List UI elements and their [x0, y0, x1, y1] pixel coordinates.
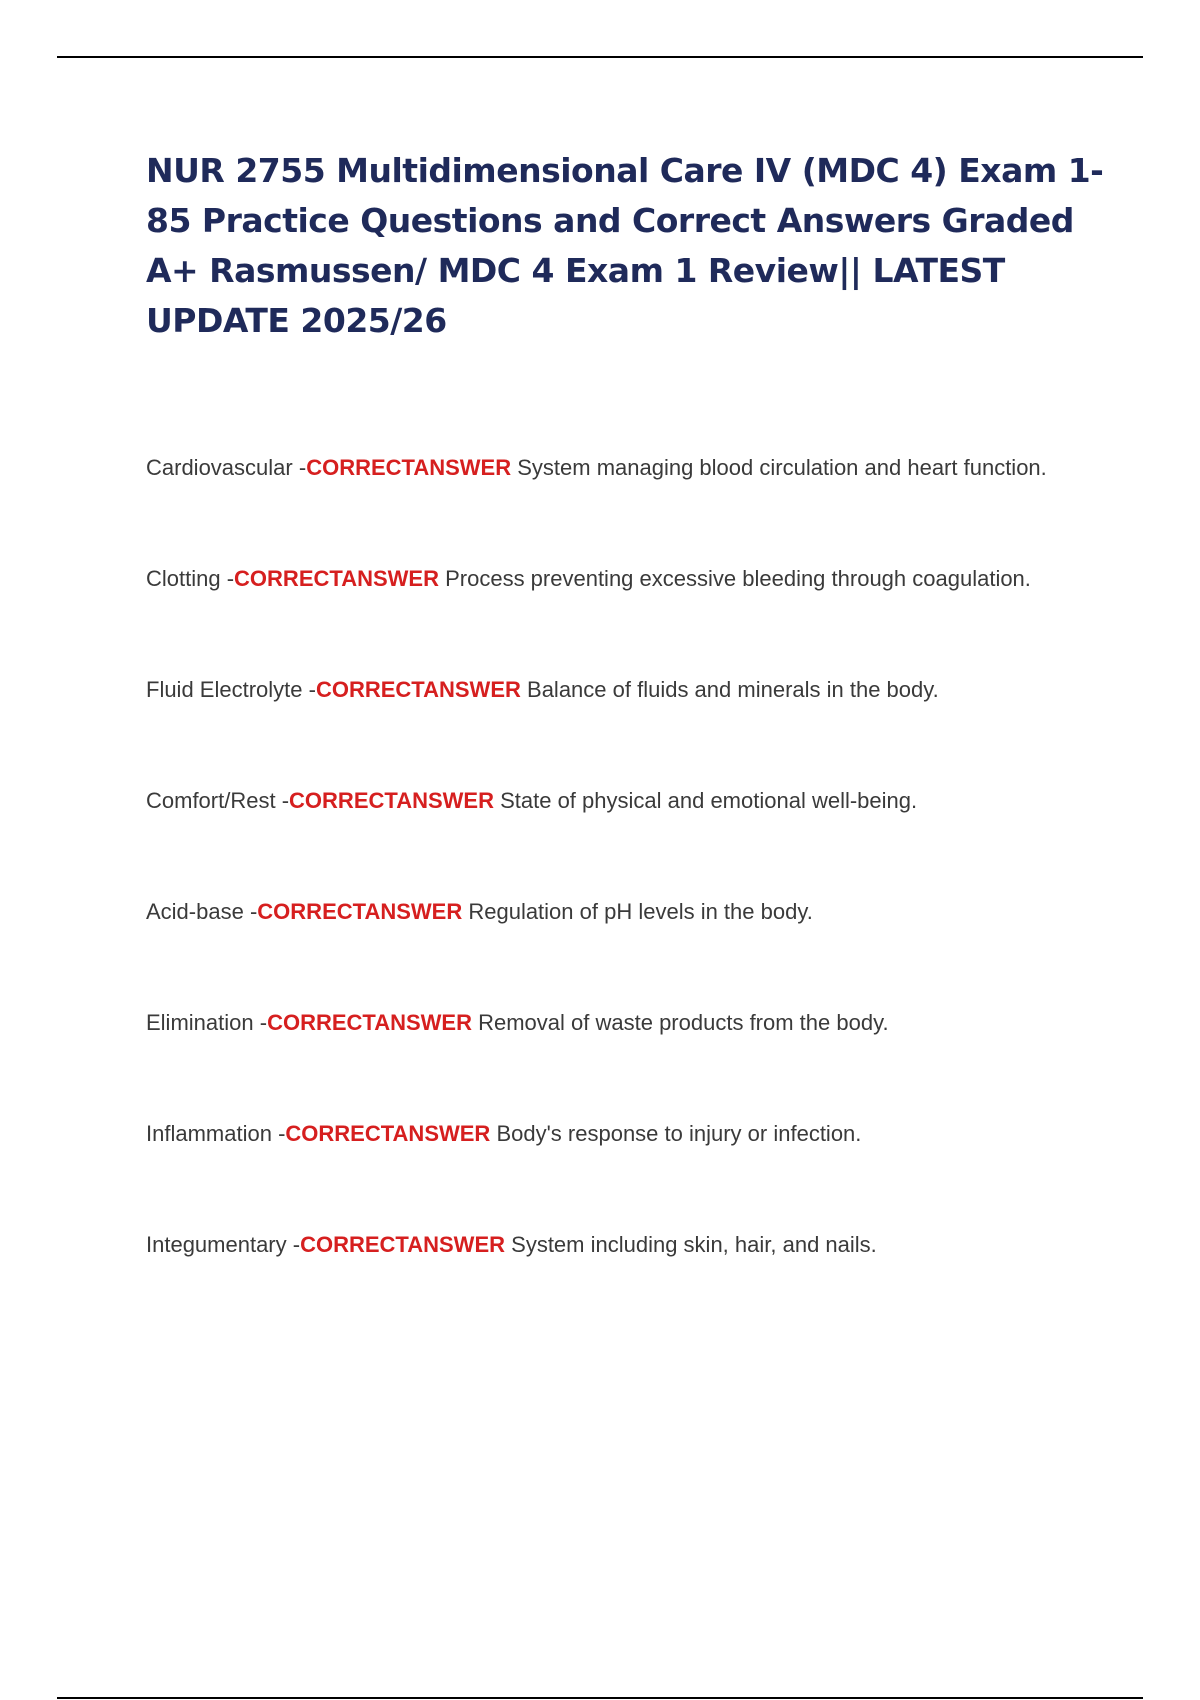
qa-separator: -	[292, 455, 307, 480]
qa-term: Cardiovascular	[146, 455, 293, 480]
qa-item-acid-base	[146, 884, 1076, 940]
bottom-divider	[57, 1697, 1143, 1699]
qa-separator: -	[286, 1232, 301, 1257]
qa-separator: -	[302, 677, 316, 702]
qa-answer: System managing blood circulation and heart function.	[517, 455, 1047, 480]
qa-term: Clotting	[146, 566, 221, 591]
qa-term: Integumentary	[146, 1232, 287, 1257]
qa-separator: -	[220, 566, 235, 591]
qa-answer: Process preventing excessive bleeding through coagulation.	[445, 566, 1031, 591]
qa-term: Inflammation	[146, 1121, 272, 1146]
qa-list	[146, 440, 1076, 1273]
qa-separator: -	[253, 1010, 268, 1035]
qa-term: Elimination	[146, 1010, 254, 1035]
qa-item-elimination	[146, 995, 1076, 1051]
qa-term: Fluid Electrolyte	[146, 677, 303, 702]
qa-answer: Body's response to injury or infection.	[496, 1121, 862, 1146]
correct-answer-marker: CORRECTANSWER	[267, 1010, 472, 1035]
qa-item-fluid-electrolyte	[146, 662, 1076, 718]
correct-answer-marker: CORRECTANSWER	[306, 455, 512, 480]
qa-item-cardiovascular	[146, 440, 1076, 496]
correct-answer-marker: CORRECTANSWER	[257, 899, 463, 924]
qa-item-clotting	[146, 551, 1076, 607]
top-divider	[57, 56, 1143, 58]
qa-answer: System including skin, hair, and nails.	[511, 1232, 877, 1257]
qa-separator: -	[243, 899, 258, 924]
qa-item-inflammation	[146, 1106, 1076, 1162]
qa-term: Acid-base	[146, 899, 244, 924]
qa-item-comfort-rest	[146, 773, 1076, 829]
correct-answer-marker: CORRECTANSWER	[289, 788, 494, 813]
document-title: NUR 2755 Multidimensional Care IV (MDC 4) Exam 1-85 Practice Questions and Correct Answers Graded A+ Rasmussen/ MDC 4 Exam 1 Review|| LATEST UPDATE 2025/26	[146, 151, 1104, 340]
qa-separator: -	[271, 1121, 286, 1146]
correct-answer-marker: CORRECTANSWER	[285, 1121, 491, 1146]
qa-separator: -	[275, 788, 290, 813]
qa-item-integumentary	[146, 1217, 1076, 1273]
qa-answer: Removal of waste products from the body.	[478, 1010, 889, 1035]
qa-term: Comfort/Rest	[146, 788, 276, 813]
qa-answer: State of physical and emotional well-being.	[500, 788, 918, 813]
qa-answer: Balance of fluids and minerals in the body.	[527, 677, 939, 702]
correct-answer-marker: CORRECTANSWER	[315, 677, 521, 702]
correct-answer-marker: CORRECTANSWER	[300, 1232, 506, 1257]
correct-answer-marker: CORRECTANSWER	[234, 566, 439, 591]
qa-answer: Regulation of pH levels in the body.	[468, 899, 813, 924]
